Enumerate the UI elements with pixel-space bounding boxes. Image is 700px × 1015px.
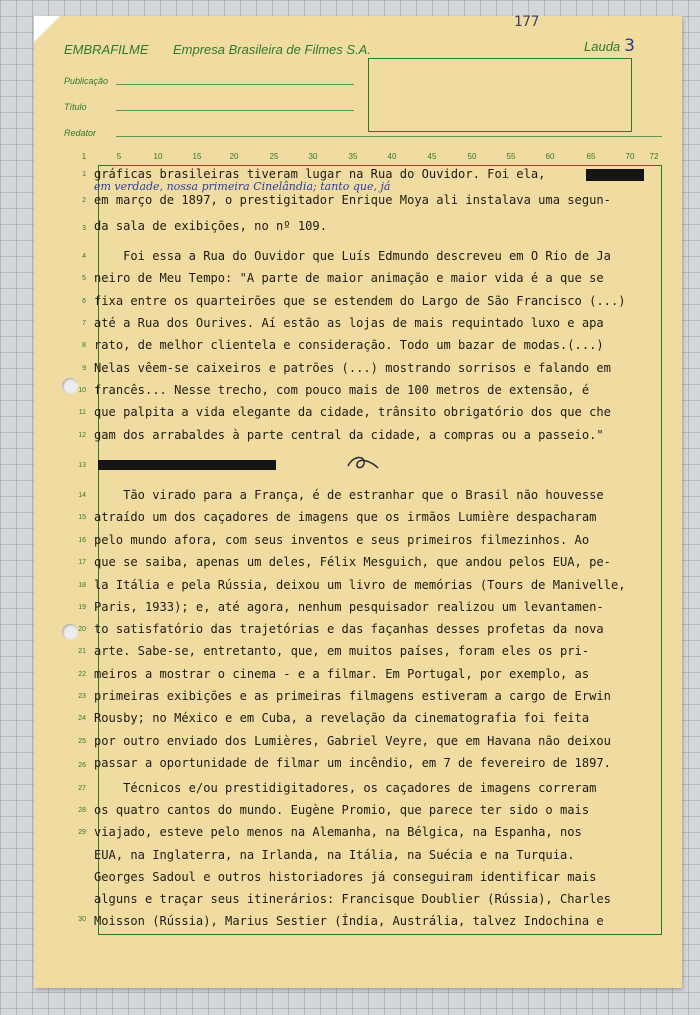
line-number: 4	[82, 253, 86, 260]
line-number: 21	[78, 648, 86, 655]
scale-tick: 65	[586, 152, 596, 161]
header-box	[368, 58, 632, 132]
text-line: primeiras exibições e as primeiras filmagens estiveram a cargo de Erwin	[94, 689, 611, 703]
text-line: Georges Sadoul e outros historiadores já conseguiram identificar mais	[94, 870, 597, 884]
line-number: 23	[78, 693, 86, 700]
text-line: meiros a mostrar o cinema - e a filmar. Em Portugal, por exemplo, as	[94, 667, 590, 681]
scale-tick: 50	[467, 152, 477, 161]
line-number: 7	[82, 320, 86, 327]
line-number: 1	[82, 171, 86, 178]
line-number: 2	[82, 197, 86, 204]
line-number: 18	[78, 582, 86, 589]
line-number: 12	[78, 432, 86, 439]
line-number: 25	[78, 738, 86, 745]
field-redator: Redator	[64, 128, 97, 138]
text-line: arte. Sabe-se, entretanto, que, em muitos países, foram eles os pri-	[94, 644, 590, 658]
line-number: 20	[78, 626, 86, 633]
text-line: que se saiba, apenas um deles, Félix Mesguich, que andou pelos EUA, pe-	[94, 555, 611, 569]
line-number: 13	[78, 462, 86, 469]
scale-tick: 15	[192, 152, 202, 161]
line-number: 14	[78, 492, 86, 499]
line-number: 29	[78, 829, 86, 836]
text-line: rato, de melhor clientela e consideração. Todo um bazar de modas.(...)	[94, 338, 604, 352]
document-sheet	[34, 16, 682, 988]
scale-tick: 55	[506, 152, 516, 161]
line-number: 27	[78, 785, 86, 792]
field-publicacao: Publicação	[64, 76, 109, 86]
text-line: atraído um dos caçadores de imagens que os irmãos Lumière despacharam	[94, 510, 597, 524]
line-number: 16	[78, 537, 86, 544]
line-number: 28	[78, 807, 86, 814]
text-line: que palpita a vida elegante da cidade, trânsito obrigatório dos que che	[94, 405, 611, 419]
line-number: 24	[78, 715, 86, 722]
scale-tick: 5	[116, 152, 122, 161]
lauda-label: Lauda 3	[584, 36, 635, 56]
company-name: Empresa Brasileira de Filmes S.A.	[173, 42, 371, 57]
text-line: em março de 1897, o prestigitador Enrique Moya ali instalava uma segun-	[94, 193, 611, 207]
line-number: 9	[82, 365, 86, 372]
scale-tick: 30	[308, 152, 318, 161]
line-number: 5	[82, 275, 86, 282]
scale-tick: 25	[269, 152, 279, 161]
column-scale	[34, 152, 682, 164]
scale-tick: 60	[545, 152, 555, 161]
text-line: gráficas brasileiras tiveram lugar na Rua do Ouvidor. Foi ela,	[94, 167, 546, 181]
lauda-number: 3	[624, 36, 635, 56]
text-line: Rousby; no México e em Cuba, a revelação da cinematografia foi feita	[94, 711, 590, 725]
text-line: neiro de Meu Tempo: "A parte de maior animação e maior vida é a que se	[94, 271, 604, 285]
text-line: Técnicos e/ou prestidigitadores, os caçadores de imagens correram	[94, 781, 597, 795]
line-number: 3	[82, 225, 86, 232]
line-number: 26	[78, 762, 86, 769]
scale-tick: 45	[427, 152, 437, 161]
scale-tick: 72	[649, 152, 659, 161]
line-number: 22	[78, 671, 86, 678]
text-line: alguns e traçar seus itinerários: Francisque Doublier (Rússia), Charles	[94, 892, 611, 906]
field-line	[116, 136, 662, 137]
text-line: pelo mundo afora, com seus inventos e seus primeiros filmezinhos. Ao	[94, 533, 590, 547]
handwritten-page-number: 177	[514, 14, 540, 30]
text-line: por outro enviado dos Lumières, Gabriel Veyre, que em Havana não deixou	[94, 734, 611, 748]
text-line: Moisson (Rússia), Marius Sestier (Índia, Austrália, talvez Indochina e	[94, 914, 604, 928]
text-line: EUA, na Inglaterra, na Irlanda, na Itália, na Suécia e na Turquia.	[94, 848, 575, 862]
text-line: Tão virado para a França, é de estranhar que o Brasil não houvesse	[94, 488, 604, 502]
redaction-bar	[586, 169, 644, 181]
brand-name: EMBRAFILME	[64, 42, 149, 57]
line-number: 10	[78, 387, 86, 394]
text-line: passar a oportunidade de filmar um incêndio, em 7 de fevereiro de 1897.	[94, 756, 611, 770]
text-line: la Itália e pela Rússia, deixou um livro de memórias (Tours de Manivelle,	[94, 578, 626, 592]
text-line: Nelas vêem-se caixeiros e patrões (...) mostrando sorrisos e falando em	[94, 361, 611, 375]
line-number: 8	[82, 342, 86, 349]
text-line: da sala de exibições, no nº 109.	[94, 219, 327, 233]
line-number: 30	[78, 916, 86, 923]
text-line: até a Rua dos Ourives. Aí estão as lojas de mais requintado luxo e apa	[94, 316, 604, 330]
field-titulo: Título	[64, 102, 87, 112]
field-line	[116, 84, 354, 85]
torn-corner	[34, 16, 60, 42]
scale-tick: 10	[153, 152, 163, 161]
scale-tick: 1	[81, 152, 87, 161]
line-number: 11	[78, 409, 86, 416]
text-line: fixa entre os quarteirões que se estendem do Largo de São Francisco (...)	[94, 294, 626, 308]
text-line: Foi essa a Rua do Ouvidor que Luís Edmundo descreveu em O Rio de Ja	[94, 249, 611, 263]
text-line: os quatro cantos do mundo. Eugène Promio, que parece ter sido o mais	[94, 803, 590, 817]
field-line	[116, 110, 354, 111]
text-line: Paris, 1933); e, até agora, nenhum pesquisador realizou um levantamen-	[94, 600, 604, 614]
line-number: 6	[82, 298, 86, 305]
line-number: 15	[78, 514, 86, 521]
text-line: to satisfatório das trajetórias e das façanhas desses profetas da nova	[94, 622, 604, 636]
text-line: viajado, esteve pelo menos na Alemanha, na Bélgica, na Espanha, nos	[94, 825, 582, 839]
text-line: gam dos arrabaldes à parte central da cidade, a compras ou a passeio."	[94, 428, 604, 442]
line-number: 17	[78, 559, 86, 566]
scale-tick: 40	[387, 152, 397, 161]
scale-tick: 70	[625, 152, 635, 161]
redaction-bar	[98, 460, 276, 470]
text-line: francês... Nesse trecho, com pouco mais de 100 metros de extensão, é	[94, 383, 590, 397]
handwritten-mark-icon	[344, 452, 384, 474]
line-number: 19	[78, 604, 86, 611]
handwritten-insertion: em verdade, nossa primeira Cinelândia; tanto que, já	[94, 180, 391, 193]
scale-tick: 20	[229, 152, 239, 161]
scale-tick: 35	[348, 152, 358, 161]
